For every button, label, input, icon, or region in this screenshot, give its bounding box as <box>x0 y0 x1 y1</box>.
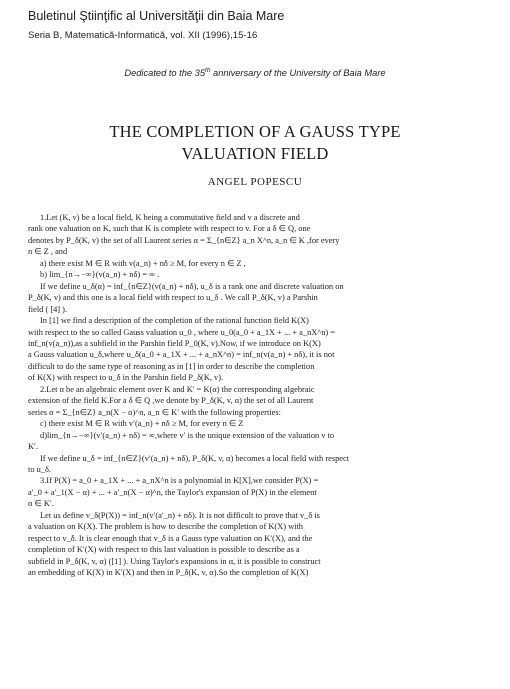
body-text <box>28 212 484 579</box>
body-line: c) there exist M ∈ R with v′(a_n) + nδ ≥ M, for every n ∈ Z <box>40 419 244 429</box>
body-line: P_δ(K, v) and this one is a local field with respect to u_δ . We call P_δ(K, v) a Parshin <box>28 293 318 303</box>
body-line: If we define u_δ(α) = inf_{n∈Z}(v(a_n) + nδ), u_δ is a rank one and discrete valuation on <box>40 281 344 291</box>
author-name: ANGEL POPESCU <box>207 176 303 188</box>
body-line: an embedding of K(X) in K′(X) and then in P_δ(K, v, α).So the completion of K(X) <box>28 568 309 578</box>
body-line: of K(X) with respect to u_δ in the Parshin field P_δ(K, v). <box>28 373 224 383</box>
dedication-pre: Dedicated to the 35 <box>124 68 206 79</box>
body-line: completion of K′(X) with respect to this last valuation is possible to describe as a <box>28 545 300 555</box>
body-line: series α = Σ_{n∈Z} a_n(X − α)^n, a_n ∈ K′ with the following properties: <box>28 407 281 417</box>
body-line: 2.Let α be an algebraic element over K and K′ = K(α) the corresponding algebraic <box>40 384 315 394</box>
body-line: Let us define v_δ(P(X)) = inf_n(v′(a′_n) + nδ). It is not difficult to prove that v_δ is <box>40 510 320 520</box>
journal-name: Buletinul Ştiinţific al Universităţii din Baia Mare <box>28 9 285 23</box>
body-line: rank one valuation on K, such that K is complete with respect to v. For a δ ∈ Q, one <box>28 224 311 234</box>
body-line: denotes by P_δ(K, v) the set of all Laurent series α = Σ_{n∈Z} a_n X^n, a_n ∈ K ,for every <box>28 235 340 245</box>
body-line: 1.Let (K, v) be a local field, K being a commutative field and v a discrete and <box>40 213 300 222</box>
body-line: difficult to do the same type of reasoning as in [1] in order to describe the completion <box>28 361 315 371</box>
body-line: a) there exist M ∈ R with v(a_n) + nδ ≥ M, for every n ∈ Z , <box>40 258 246 268</box>
title-line-1: THE COMPLETION OF A GAUSS TYPE <box>109 122 401 141</box>
body-line: d)lim_{n→−∞}(v′(a_n) + nδ) = ∞,where v′ is the unique extension of the valuation v to <box>40 430 335 440</box>
body-line: 3.If P(X) = a_0 + a_1X + ... + a_nX^n is a polynomial in K[X],we consider P(X) = <box>40 476 319 486</box>
body-line: to u_δ. <box>28 464 52 474</box>
body-line: If we define u_δ = inf_{n∈Z}(v′(a_n) + nδ), P_δ(K, v, α) becomes a local field with respect <box>40 453 350 463</box>
body-line: inf_n(v(a_n)),as a subfield in the Parshin field P_0(K, v).Now, if we introduce on K(X) <box>28 338 321 348</box>
body-line: In [1] we find a description of the completion of the rational function field K(X) <box>40 316 309 326</box>
body-line: a Gauss valuation u_δ,where u_δ(a_0 + a_1X + ... + a_nX^n) = inf_n(v(a_n) + nδ), it is not <box>28 350 335 360</box>
body-line: respect to v_δ. It is clear enough that v_δ is a Gauss type valuation on K′(X), and the <box>28 533 313 543</box>
paper-title <box>0 121 510 165</box>
body-line: a valuation on K(X). The problem is how to describe the completion of K(X) with <box>28 522 303 532</box>
series-info: Seria B, Matematică-Informatică, vol. XII (1996),15-16 <box>28 30 258 41</box>
dedication-post: anniversary of the University of Baia Mare <box>210 68 386 79</box>
body-line: K′. <box>28 442 38 452</box>
body-line: a′_0 + a′_1(X − α) + ... + a′_n(X − α)^n, the Taylor's expansion of P(X) in the element <box>28 487 317 497</box>
body-line: field ( [4] ). <box>28 304 68 314</box>
dedication <box>0 67 510 78</box>
body-line: n ∈ Z , and <box>28 247 68 257</box>
body-line: b) lim_{n→−∞}(v(a_n) + nδ) = ∞ . <box>40 270 160 280</box>
title-line-2: VALUATION FIELD <box>181 144 329 163</box>
dedication-sup: th <box>205 67 211 74</box>
body-line: with respect to the so called Gauss valuation u_0 , where u_0(a_0 + a_1X + ... + a_nX^n) = <box>28 327 336 337</box>
body-line: extension of the field K.For a δ ∈ Q ,we denote by P_δ(K, v, α) the set of all Laurent <box>28 396 314 406</box>
body-line: subfield in P_δ(K, v, α) ([1] ). Using Taylor's expansions in α, it is possible to construct <box>28 556 321 566</box>
body-line: α ∈ K′. <box>28 499 54 509</box>
